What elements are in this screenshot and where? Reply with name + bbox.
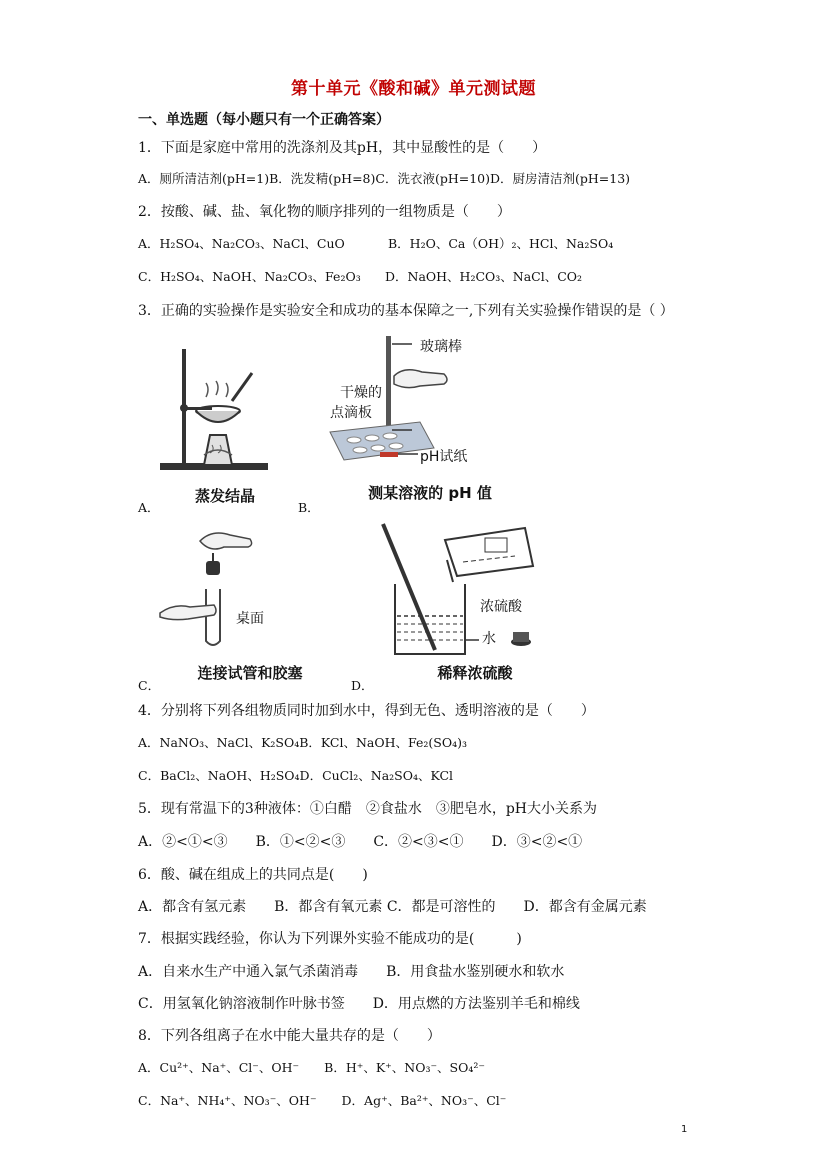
figure-tube-stopper: [160, 525, 270, 655]
figure-a-caption: 蒸发结晶: [194, 487, 255, 505]
question-2-option-a: A．H₂SO₄、Na₂CO₃、NaCl、CuO: [138, 236, 345, 251]
figure-d-label-water: 水: [482, 631, 496, 647]
question-7-options-ab: A．自来水生产中通入氯气杀菌消毒 B．用食盐水鉴别硬水和软水: [138, 964, 565, 980]
question-3-option-a: A．: [138, 500, 160, 515]
question-2-option-c: C．H₂SO₄、NaOH、Na₂CO₃、Fe₂O₃: [138, 269, 361, 284]
question-3-option-b: B．: [298, 500, 320, 515]
question-3-stem: 3．正确的实验操作是实验安全和成功的基本保障之一,下列有关实验操作错误的是（ ）: [138, 303, 674, 319]
section-heading: 一、单选题（每小题只有一个正确答案）: [138, 112, 390, 128]
question-2-stem: 2．按酸、碱、盐、氧化物的顺序排列的一组物质是（ ）: [138, 204, 511, 220]
question-3-option-c: C．: [138, 678, 161, 693]
figure-d-caption: 稀释浓硫酸: [437, 664, 513, 682]
figure-b-label-plate: 干燥的: [340, 385, 382, 401]
page-number: 1: [681, 1124, 688, 1135]
figure-b-caption: 测某溶液的 pH 值: [368, 484, 492, 502]
question-8-stem: 8．下列各组离子在水中能大量共存的是（ ）: [138, 1028, 441, 1044]
page-title: 第十单元《酸和碱》单元测试题: [291, 79, 536, 99]
figure-b-label-plate-2: 点滴板: [330, 405, 372, 421]
question-5-stem: 5．现有常温下的3种液体：①白醋 ②食盐水 ③肥皂水，pH大小关系为: [138, 801, 597, 817]
question-2-option-b: B．H₂O、Ca（OH）₂、HCl、Na₂SO₄: [388, 236, 614, 251]
question-5-options: A．②<①<③ B．①<②<③ C．②<③<① D．③<②<①: [138, 834, 583, 850]
question-6-stem: 6．酸、碱在组成上的共同点是( ): [138, 867, 368, 883]
figure-b-label-paper: pH试纸: [420, 449, 468, 465]
question-4-options-cd: C．BaCl₂、NaOH、H₂SO₄D．CuCl₂、Na₂SO₄、KCl: [138, 768, 454, 783]
question-8-options-cd: C．Na⁺、NH₄⁺、NO₃⁻、OH⁻ D．Ag⁺、Ba²⁺、NO₃⁻、Cl⁻: [138, 1093, 507, 1108]
question-4-options-ab: A．NaNO₃、NaCl、K₂SO₄B．KCl、NaOH、Fe₂(SO₄)₃: [138, 735, 468, 750]
figure-dilute-acid: [375, 520, 565, 660]
figure-d-label-acid: 浓硫酸: [480, 599, 522, 615]
question-1-stem: 1．下面是家庭中常用的洗涤剂及其pH，其中显酸性的是（ ）: [138, 140, 547, 156]
question-7-options-cd: C．用氢氧化钠溶液制作叶脉书签 D．用点燃的方法鉴别羊毛和棉线: [138, 996, 580, 1012]
question-6-options: A．都含有氢元素 B．都含有氧元素 C．都是可溶性的 D．都含有金属元素: [138, 899, 647, 915]
figure-c-label-table: 桌面: [236, 611, 264, 627]
figure-c-caption: 连接试管和胶塞: [197, 664, 303, 682]
question-3-option-d: D．: [351, 678, 374, 693]
figure-evaporation: [160, 345, 270, 475]
question-2-option-d: D．NaOH、H₂CO₃、NaCl、CO₂: [385, 269, 583, 284]
figure-b-label-rod: 玻璃棒: [420, 339, 462, 355]
question-7-stem: 7．根据实践经验，你认为下列课外实验不能成功的是( ): [138, 931, 522, 947]
question-4-stem: 4．分别将下列各组物质同时加到水中，得到无色、透明溶液的是（ ）: [138, 703, 595, 719]
question-1-options: A．厕所清洁剂(pH=1)B．洗发精(pH=8)C．洗衣液(pH=10)D．厨房清洁剂(pH=13): [138, 171, 631, 186]
question-8-options-ab: A．Cu²⁺、Na⁺、Cl⁻、OH⁻ B．H⁺、K⁺、NO₃⁻、SO₄²⁻: [138, 1060, 485, 1075]
